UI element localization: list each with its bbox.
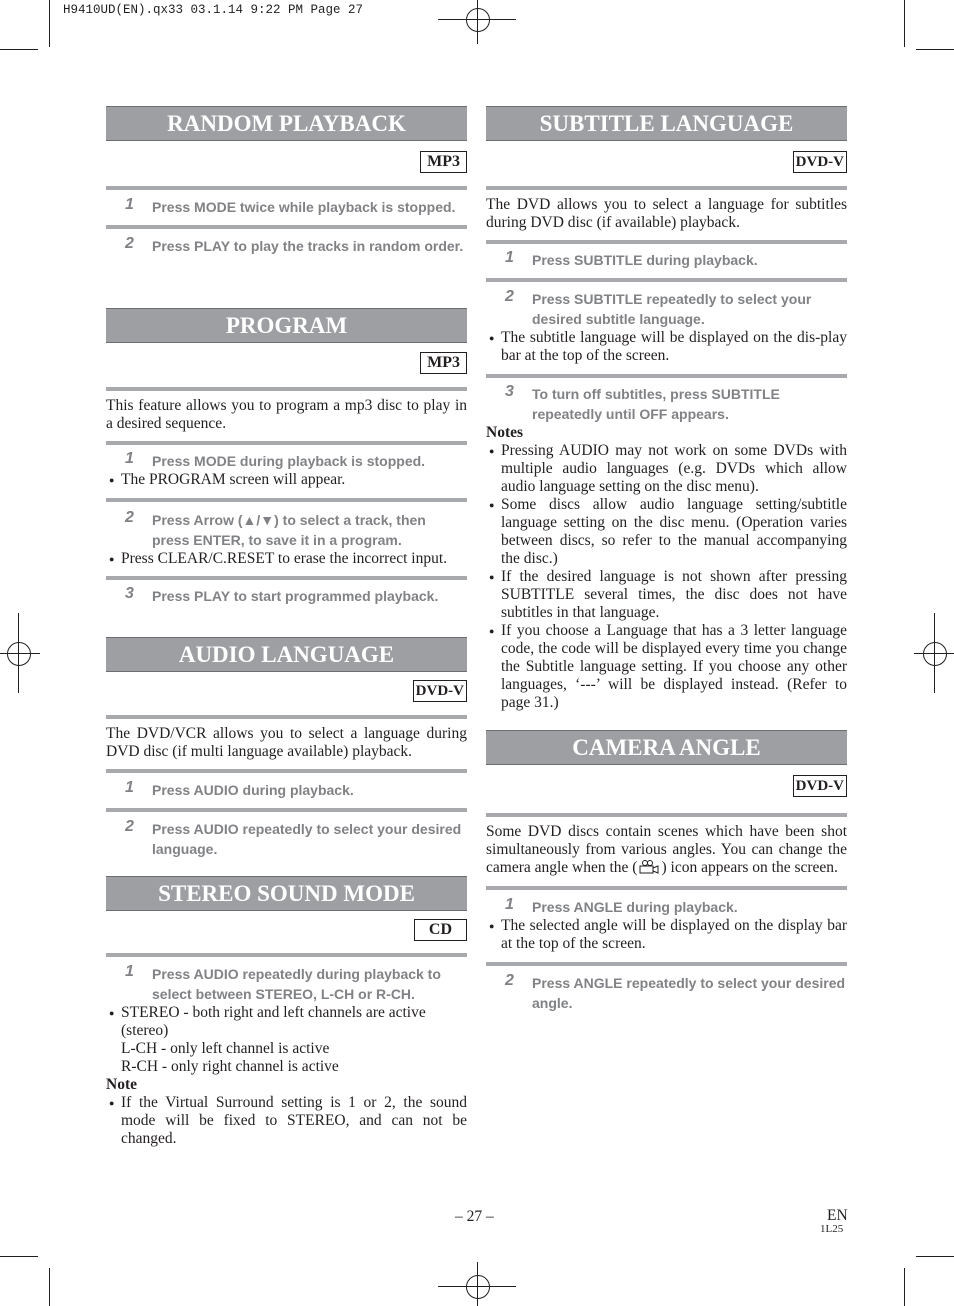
random-playback-section bbox=[106, 106, 467, 256]
step-number: 1 bbox=[125, 450, 134, 467]
divider bbox=[106, 715, 467, 719]
step bbox=[106, 197, 467, 217]
channel-description: R-CH - only right channel is active bbox=[121, 1058, 339, 1075]
divider bbox=[486, 962, 847, 966]
divider bbox=[486, 813, 847, 817]
divider bbox=[106, 498, 467, 502]
intro-text-start: Some DVD discs contain scenes which have been shot simultaneously from various angles. You can change the camera angle when the ( bbox=[486, 823, 847, 876]
document-code: 1L25 bbox=[820, 1223, 844, 1235]
step-number: 1 bbox=[505, 249, 514, 266]
step-text: Press MODE twice while playback is stopped. bbox=[152, 199, 456, 215]
step bbox=[106, 451, 467, 471]
disc-type-badge: DVD-V bbox=[793, 775, 847, 797]
section-title: PROGRAM bbox=[106, 308, 467, 343]
bullet-item: ● The selected angle will be displayed on the display bar at the top of the screen. bbox=[486, 917, 847, 953]
note-item: ● If the desired language is not shown after pressing SUBTITLE several times, the disc does not have subtitles in that language. bbox=[486, 568, 847, 622]
step-number: 3 bbox=[505, 383, 514, 400]
divider bbox=[106, 441, 467, 445]
divider bbox=[486, 278, 847, 282]
step bbox=[486, 897, 847, 917]
section-title: STEREO SOUND MODE bbox=[106, 876, 467, 911]
step-number: 2 bbox=[505, 972, 514, 989]
bullet-item: ● STEREO - both right and left channels are active (stereo) bbox=[106, 1004, 467, 1040]
crop-mark bbox=[0, 1256, 38, 1257]
disc-type-badge: MP3 bbox=[420, 352, 467, 374]
step-number: 1 bbox=[505, 896, 514, 913]
disc-type-badge: MP3 bbox=[420, 151, 467, 173]
section-title: CAMERA ANGLE bbox=[486, 730, 847, 765]
divider bbox=[486, 240, 847, 244]
registration-line bbox=[0, 653, 40, 654]
step-text: Press SUBTITLE repeatedly to select your desired subtitle language. bbox=[532, 291, 812, 327]
file-slug: H9410UD(EN).qx33 03.1.14 9:22 PM Page 27 bbox=[63, 3, 364, 17]
divider bbox=[486, 186, 847, 190]
camera-angle-section bbox=[486, 730, 847, 1013]
divider bbox=[486, 374, 847, 378]
step-text: Press SUBTITLE during playback. bbox=[532, 252, 758, 268]
step-text: Press AUDIO repeatedly during playback to select between STEREO, L-CH or R-CH. bbox=[152, 966, 441, 1002]
note-heading: Note bbox=[106, 1076, 137, 1093]
step-number: 3 bbox=[125, 585, 134, 602]
registration-mark bbox=[7, 642, 31, 666]
divider bbox=[106, 225, 467, 229]
language-code: EN bbox=[827, 1207, 848, 1224]
crop-mark bbox=[904, 0, 905, 47]
step bbox=[106, 510, 467, 550]
intro-text: The DVD allows you to select a language for subtitles during DVD disc (if available) playback. bbox=[486, 196, 847, 231]
registration-line bbox=[18, 613, 19, 693]
crop-mark bbox=[49, 1268, 50, 1306]
bullet-item: ● Press CLEAR/C.RESET to erase the incorrect input. bbox=[106, 550, 467, 568]
step bbox=[106, 586, 467, 606]
note-item: ● If you choose a Language that has a 3 letter language code, the code will be displayed every time you change the Subtitle language setting. If you choose any other languages, ‘---’ will be displayed instead. (Refer to page 31.) bbox=[486, 622, 847, 712]
intro-text bbox=[486, 823, 847, 877]
program-section bbox=[106, 308, 467, 606]
step-number: 2 bbox=[505, 288, 514, 305]
note-item: ● Pressing AUDIO may not work on some DVDs with multiple audio languages (e.g. DVDs which allow audio language setting on the disc menu). bbox=[486, 442, 847, 496]
channel-description: L-CH - only left channel is active bbox=[121, 1040, 330, 1057]
section-title: RANDOM PLAYBACK bbox=[106, 106, 467, 141]
divider bbox=[106, 769, 467, 773]
section-title: AUDIO LANGUAGE bbox=[106, 637, 467, 672]
disc-type-badge: DVD-V bbox=[793, 151, 847, 173]
step-number: 2 bbox=[125, 509, 134, 526]
disc-type-badge: CD bbox=[414, 919, 467, 941]
step bbox=[106, 236, 467, 256]
bullet-item: ● The subtitle language will be displayed on the dis-play bar at the top of the screen. bbox=[486, 329, 847, 365]
step-number: 2 bbox=[125, 818, 134, 835]
step-text: Press PLAY to start programmed playback. bbox=[152, 588, 439, 604]
step bbox=[486, 384, 847, 424]
step bbox=[486, 250, 847, 270]
step-number: 1 bbox=[125, 963, 134, 980]
step-text: Press Arrow (▲/▼) to select a track, then press ENTER, to save it in a program. bbox=[152, 512, 426, 548]
intro-text-end: ) icon appears on the screen. bbox=[661, 859, 838, 876]
divider bbox=[106, 953, 467, 957]
registration-mark bbox=[466, 8, 490, 32]
stereo-sound-mode-section bbox=[106, 876, 467, 1148]
step bbox=[106, 780, 467, 800]
divider bbox=[486, 886, 847, 890]
crop-mark bbox=[916, 1256, 954, 1257]
step-text: Press PLAY to play the tracks in random order. bbox=[152, 238, 464, 254]
step-text: Press MODE during playback is stopped. bbox=[152, 453, 426, 469]
divider bbox=[106, 808, 467, 812]
divider bbox=[106, 576, 467, 580]
disc-type-badge: DVD-V bbox=[413, 680, 467, 702]
audio-language-section bbox=[106, 637, 467, 859]
bullet-item: ● If the Virtual Surround setting is 1 or 2, the sound mode will be fixed to STEREO, and can not be changed. bbox=[106, 1094, 467, 1148]
step bbox=[486, 289, 847, 329]
step-text: To turn off subtitles, press SUBTITLE repeatedly until OFF appears. bbox=[532, 386, 780, 422]
intro-text: The DVD/VCR allows you to select a language during DVD disc (if multi language available) playback. bbox=[106, 725, 467, 760]
registration-line bbox=[934, 613, 935, 693]
step-text: Press ANGLE during playback. bbox=[532, 899, 738, 915]
divider bbox=[106, 186, 467, 190]
step-number: 1 bbox=[125, 779, 134, 796]
step-text: Press AUDIO repeatedly to select your desired language. bbox=[152, 821, 462, 857]
crop-mark bbox=[0, 49, 38, 50]
step bbox=[106, 819, 467, 859]
registration-line bbox=[477, 1262, 478, 1306]
crop-mark bbox=[904, 1268, 905, 1306]
registration-mark bbox=[466, 1275, 490, 1299]
step-number: 2 bbox=[125, 235, 134, 252]
divider bbox=[106, 387, 467, 391]
crop-mark bbox=[916, 49, 954, 50]
notes-heading: Notes bbox=[486, 424, 524, 441]
step-number: 1 bbox=[125, 196, 134, 213]
step-text: Press ANGLE repeatedly to select your desired angle. bbox=[532, 975, 846, 1011]
step-text: Press AUDIO during playback. bbox=[152, 782, 354, 798]
crop-mark bbox=[49, 0, 50, 47]
bullet-item: ● The PROGRAM screen will appear. bbox=[106, 471, 467, 489]
note-item: ● Some discs allow audio language setting/subtitle language setting on the disc menu. (Operation varies between discs, so refer to the manual accompanying the disc.) bbox=[486, 496, 847, 568]
registration-line bbox=[477, 0, 478, 44]
step bbox=[486, 973, 847, 1013]
page-number: – 27 – bbox=[455, 1208, 494, 1225]
step bbox=[106, 964, 467, 1004]
camera-icon bbox=[638, 860, 660, 874]
section-title: SUBTITLE LANGUAGE bbox=[486, 106, 847, 141]
intro-text: This feature allows you to program a mp3 disc to play in a desired sequence. bbox=[106, 397, 467, 432]
registration-mark bbox=[923, 642, 947, 666]
subtitle-language-section bbox=[486, 106, 847, 712]
